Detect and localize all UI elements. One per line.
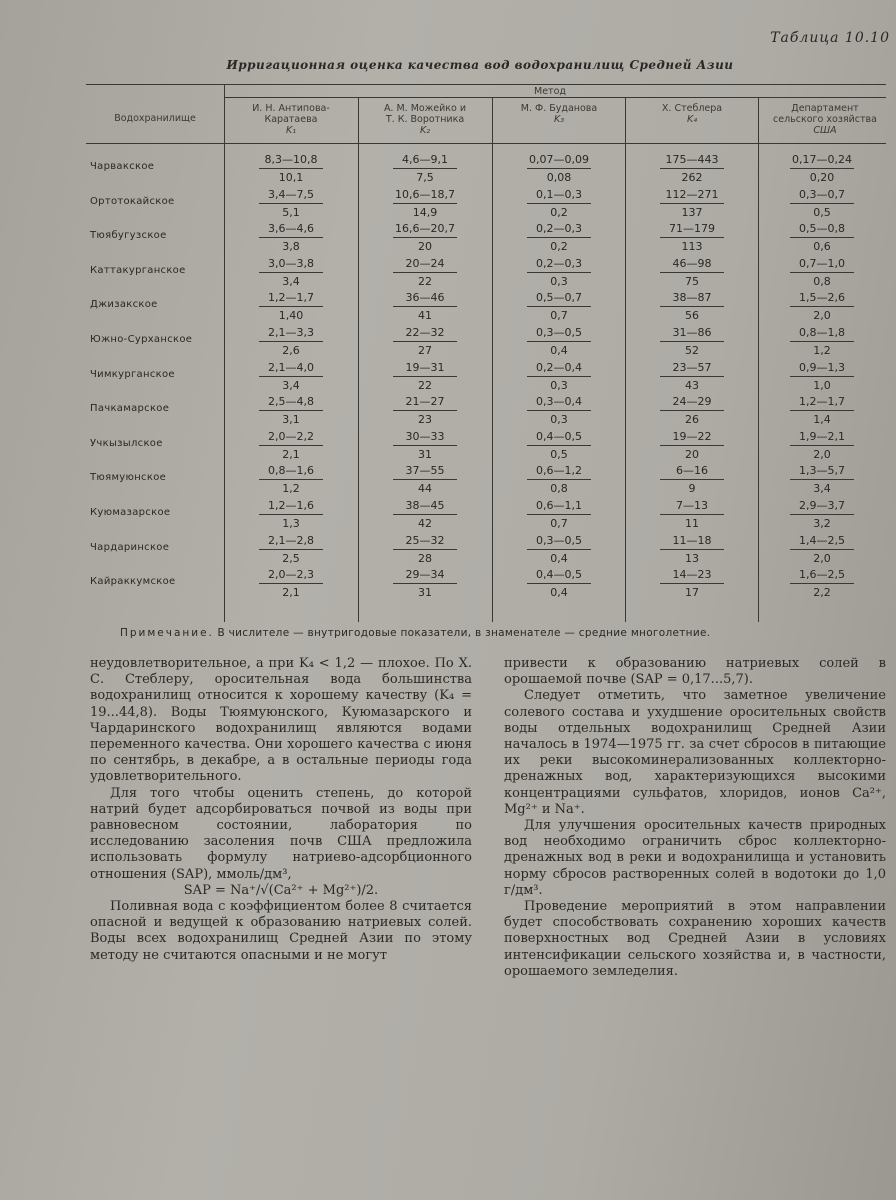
cell-mean: 0,3	[550, 378, 568, 392]
cell-mean: 0,4	[550, 551, 568, 565]
paragraph: привести к образованию натриевых солей в орошаемой почве (SAP = 0,17...5,7).	[504, 656, 886, 688]
table-cell	[509, 534, 609, 565]
cell-mean: 0,2	[550, 240, 568, 254]
cell-mean: 3,8	[282, 240, 300, 254]
header-method-k: K₁	[285, 125, 297, 136]
table-cell	[241, 395, 341, 426]
header-method-line1: Х. Стеблера	[661, 103, 723, 114]
reservoir-name: Южно-Сурханское	[90, 334, 193, 345]
cell-mean: 20	[418, 240, 432, 254]
reservoir-name: Ортотокайское	[90, 195, 175, 207]
paragraph: Для того чтобы оценить степень, до которой натрий будет адсорбироваться почвой из воды при равновесном состоянии, лаборатория по исследованию засоления почв США предложила использовать формулу натриево-адсорбционного отношения (SAP), ммоль/дм³,	[90, 785, 472, 882]
cell-range: 1,3—5,7	[790, 464, 854, 480]
header-reservoir: Водохранилище	[114, 113, 196, 124]
cell-mean: 0,8	[550, 482, 568, 496]
table-cell	[772, 257, 872, 288]
table-cell	[375, 534, 475, 565]
table-cell	[241, 430, 341, 461]
header-method-line1: И. Н. Антипова-	[252, 103, 330, 114]
col-divider-5	[758, 97, 759, 622]
method-rule	[224, 97, 886, 98]
cell-mean: 0,8	[813, 274, 831, 288]
cell-range: 2,0—2,3	[259, 568, 323, 584]
note-title: Примечание.	[120, 627, 214, 639]
paragraph: Поливная вода с коэффициентом более 8 считается опасной и ведущей к образованию натриевых солей. Воды всех водохранилищ Средней Азии по этому методу не считаются опасными и не могут	[90, 899, 472, 963]
left-text-column	[90, 656, 472, 964]
cell-mean: 3,1	[282, 413, 300, 427]
cell-mean: 3,2	[813, 517, 831, 530]
reservoir-name: Тюябугузское	[90, 230, 167, 242]
table-cell	[642, 188, 742, 219]
cell-mean: 22	[418, 378, 432, 392]
cell-mean: 43	[685, 378, 699, 392]
table-cell	[772, 326, 872, 357]
cell-mean: 9	[688, 482, 696, 496]
cell-mean: 28	[418, 551, 432, 565]
reservoir-name: Куюмазарское	[90, 507, 171, 518]
cell-mean: 1,2	[282, 482, 300, 496]
table-cell	[642, 430, 742, 461]
table-cell	[241, 326, 341, 357]
cell-mean: 1,2	[813, 344, 831, 357]
cell-range: 2,5—4,8	[259, 395, 323, 411]
cell-mean: 3,4	[813, 482, 831, 496]
table-title: Ирригационная оценка качества вод водохранилищ Средней Азии	[226, 58, 734, 72]
table-cell	[509, 153, 609, 184]
cell-mean: 56	[685, 309, 699, 323]
table-cell	[241, 153, 341, 184]
table-cell	[241, 257, 341, 288]
paragraph: Следует отметить, что заметное увеличение солевого состава и ухудшение оросительных свойств воды отдельных водохранилищ Средней Азии началось в 1974—1975 гг. за счет сбросов в питающие их реки высокоминерализованных коллекторно-дренажных вод, характеризующихся высокими концентрациями сульфатов, хлоридов, ионов Ca²⁺, Mg²⁺ и Na⁺.	[504, 688, 886, 817]
cell-mean: 26	[685, 413, 699, 427]
header-method-5	[762, 103, 888, 136]
header-method-k: K₄	[686, 114, 698, 125]
table-cell	[772, 188, 872, 219]
note-text: В числителе — внутригодовые показатели, в знаменателе — средние многолетние.	[213, 627, 711, 639]
cell-range: 19—31	[393, 361, 457, 377]
cell-range: 2,1—3,3	[259, 326, 323, 342]
table-cell	[509, 222, 609, 253]
cell-range: 6—16	[660, 464, 724, 480]
cell-mean: 0,6	[813, 240, 831, 254]
table-cell	[509, 326, 609, 357]
cell-mean: 2,6	[282, 344, 300, 357]
cell-mean: 23	[418, 413, 432, 427]
cell-range: 112—271	[660, 188, 724, 204]
table-cell	[375, 568, 475, 599]
cell-mean: 14,9	[412, 205, 438, 219]
cell-mean: 22	[418, 274, 432, 288]
cell-range: 71—179	[660, 222, 724, 238]
header-method-3	[496, 103, 622, 125]
header-method-line1: А. М. Можейко и	[383, 103, 467, 114]
header-method-line1: М. Ф. Буданова	[520, 103, 598, 114]
table-cell	[772, 568, 872, 599]
cell-mean: 3,4	[282, 378, 300, 392]
cell-range: 0,17—0,24	[790, 153, 854, 169]
table-cell	[509, 430, 609, 461]
header-method-line2: сельского хозяйства	[773, 114, 877, 125]
paragraph: Проведение мероприятий в этом направлении будет способствовать сохранению хороших качеств поверхностных вод Средней Азии в условиях интенсификации сельского хозяйства и, в частности, орошаемого земледелия.	[504, 899, 886, 979]
table-cell	[772, 361, 872, 392]
col-divider-4	[625, 97, 626, 622]
cell-mean: 5,1	[282, 205, 300, 219]
cell-mean: 0,3	[550, 274, 568, 288]
table-cell	[375, 395, 475, 426]
reservoir-name: Каттакурганское	[90, 264, 186, 276]
cell-range: 4,6—9,1	[393, 153, 457, 169]
cell-mean: 0,4	[550, 586, 568, 600]
cell-range: 7—13	[660, 499, 724, 515]
cell-range: 0,3—0,5	[527, 326, 591, 342]
cell-range: 2,9—3,7	[790, 499, 854, 515]
cell-range: 0,2—0,4	[527, 361, 591, 377]
cell-mean: 2,0	[813, 551, 831, 565]
paragraph: неудовлетворительное, а при K₄ < 1,2 — плохое. По Х. С. Стеблеру, оросительная вода большинства водохранилищ относится к хорошему качеству (K₄ = 19...44,8). Воды Тюямуюнского, Куюмазарского и Чардаринского водохранилищ являются водами переменного качества. Они хорошего качества с июня по сентябрь, в декабре, а в остальные периоды года удовлетворительного.	[90, 656, 472, 785]
cell-range: 3,6—4,6	[259, 222, 323, 238]
table-cell	[241, 361, 341, 392]
table-cell	[509, 499, 609, 530]
cell-range: 2,1—4,0	[259, 361, 323, 377]
cell-range: 38—87	[660, 291, 724, 307]
header-method: Метод	[534, 86, 566, 97]
cell-mean: 0,5	[813, 205, 831, 219]
table-cell	[509, 568, 609, 599]
cell-range: 0,4—0,5	[527, 568, 591, 584]
cell-mean: 2,5	[282, 551, 300, 565]
cell-range: 0,4—0,5	[527, 430, 591, 446]
right-text-column	[504, 656, 886, 980]
cell-range: 1,5—2,6	[790, 291, 854, 307]
cell-range: 0,5—0,7	[527, 291, 591, 307]
cell-range: 25—32	[393, 534, 457, 550]
reservoir-name: Чардаринское	[90, 541, 170, 553]
cell-range: 2,0—2,2	[259, 430, 323, 446]
table-cell	[241, 222, 341, 253]
table-cell	[642, 499, 742, 530]
table-cell	[642, 534, 742, 565]
table-cell	[241, 291, 341, 322]
table-cell	[772, 395, 872, 426]
table-cell	[642, 153, 742, 184]
table-cell	[772, 464, 872, 495]
cell-range: 10,6—18,7	[393, 188, 457, 204]
cell-range: 0,2—0,3	[527, 222, 591, 238]
cell-mean: 52	[685, 344, 699, 357]
cell-range: 23—57	[660, 361, 724, 377]
cell-range: 30—33	[393, 430, 457, 446]
header-method-k: K₃	[553, 114, 565, 125]
cell-range: 0,3—0,4	[527, 395, 591, 411]
table-label: Таблица 10.10	[770, 30, 890, 46]
reservoir-name: Кайраккумское	[90, 576, 176, 588]
cell-range: 31—86	[660, 326, 724, 342]
cell-range: 1,9—2,1	[790, 430, 854, 446]
cell-mean: 2,0	[813, 447, 831, 461]
table-cell	[642, 395, 742, 426]
table-cell	[642, 257, 742, 288]
reservoir-name: Джизакское	[90, 299, 158, 311]
cell-range: 21—27	[393, 395, 457, 411]
table-cell	[375, 499, 475, 530]
cell-mean: 27	[418, 344, 432, 357]
cell-range: 0,6—1,2	[527, 464, 591, 480]
cell-range: 0,6—1,1	[527, 499, 591, 515]
table-cell	[642, 291, 742, 322]
header-method-1	[228, 103, 354, 136]
table-cell	[772, 499, 872, 530]
cell-mean: 31	[418, 586, 432, 600]
cell-range: 20—24	[393, 257, 457, 273]
table-cell	[642, 326, 742, 357]
cell-range: 24—29	[660, 395, 724, 411]
cell-range: 29—34	[393, 568, 457, 584]
table-cell	[375, 430, 475, 461]
table-cell	[241, 188, 341, 219]
cell-range: 46—98	[660, 257, 724, 273]
cell-mean: 2,2	[813, 586, 831, 600]
col-divider-3	[492, 97, 493, 622]
table-cell	[642, 568, 742, 599]
table-cell	[375, 188, 475, 219]
cell-mean: 42	[418, 517, 432, 530]
cell-range: 38—45	[393, 499, 457, 515]
header-method-k: K₂	[419, 125, 431, 136]
cell-range: 3,0—3,8	[259, 257, 323, 273]
header-method-line1: Департамент	[791, 103, 859, 114]
table-cell	[509, 395, 609, 426]
header-bottom-rule	[86, 143, 886, 144]
cell-mean: 1,3	[282, 517, 300, 530]
cell-mean: 262	[681, 171, 703, 184]
cell-range: 8,3—10,8	[259, 153, 323, 169]
table-cell	[509, 464, 609, 495]
table-cell	[509, 291, 609, 322]
cell-range: 0,7—1,0	[790, 257, 854, 273]
col-divider-2	[358, 97, 359, 622]
cell-mean: 10,1	[278, 171, 304, 184]
cell-mean: 3,4	[282, 274, 300, 288]
table-cell	[241, 534, 341, 565]
cell-mean: 0,2	[550, 205, 568, 219]
table-cell	[375, 464, 475, 495]
cell-range: 36—46	[393, 291, 457, 307]
header-method-2	[362, 103, 488, 136]
cell-mean: 11	[685, 517, 699, 530]
cell-mean: 1,4	[813, 413, 831, 427]
cell-range: 0,07—0,09	[527, 153, 591, 169]
table-cell	[772, 291, 872, 322]
reservoir-name: Пачкамарское	[90, 403, 170, 415]
cell-range: 1,4—2,5	[790, 534, 854, 550]
cell-mean: 0,7	[550, 517, 568, 530]
cell-range: 1,2—1,6	[259, 499, 323, 515]
cell-range: 0,3—0,5	[527, 534, 591, 550]
cell-range: 19—22	[660, 430, 724, 446]
reservoir-name: Чимкурганское	[90, 368, 175, 380]
table-top-rule	[86, 84, 886, 85]
table-cell	[375, 257, 475, 288]
reservoir-name: Учкызылское	[90, 437, 163, 449]
cell-mean: 2,0	[813, 309, 831, 323]
table-cell	[772, 430, 872, 461]
cell-range: 16,6—20,7	[393, 222, 457, 238]
cell-range: 3,4—7,5	[259, 188, 323, 204]
cell-range: 22—32	[393, 326, 457, 342]
table-cell	[642, 464, 742, 495]
cell-mean: 113	[681, 240, 703, 254]
paragraph: Для улучшения оросительных качеств природных вод необходимо ограничить сброс коллекторно-дренажных вод в реки и водохранилища и установить норму сбросов растворенных солей в водотоки до 1,0 г/дм³.	[504, 818, 886, 898]
cell-range: 0,2—0,3	[527, 257, 591, 273]
cell-mean: 2,1	[282, 447, 300, 461]
header-method-k: США	[813, 125, 837, 136]
cell-mean: 0,20	[809, 171, 835, 184]
table-cell	[509, 188, 609, 219]
cell-mean: 0,7	[550, 309, 568, 323]
table-cell	[375, 326, 475, 357]
table-cell	[375, 222, 475, 253]
table-cell	[241, 464, 341, 495]
reservoir-name: Чарвакское	[90, 161, 155, 172]
cell-range: 2,1—2,8	[259, 534, 323, 550]
cell-mean: 0,4	[550, 344, 568, 357]
cell-range: 0,8—1,8	[790, 326, 854, 342]
cell-range: 0,5—0,8	[790, 222, 854, 238]
cell-mean: 0,3	[550, 413, 568, 427]
col-divider-1	[224, 84, 225, 622]
cell-mean: 7,5	[416, 171, 434, 184]
reservoir-name: Тюямуюнское	[90, 472, 167, 484]
table-cell	[772, 534, 872, 565]
cell-range: 0,8—1,6	[259, 464, 323, 480]
table-cell	[772, 222, 872, 253]
cell-range: 37—55	[393, 464, 457, 480]
table-cell	[375, 361, 475, 392]
table-cell	[375, 153, 475, 184]
cell-range: 0,3—0,7	[790, 188, 854, 204]
cell-mean: 0,08	[546, 171, 572, 184]
cell-range: 1,6—2,5	[790, 568, 854, 584]
cell-range: 175—443	[660, 153, 724, 169]
header-method-line2: Каратаева	[264, 114, 318, 125]
cell-mean: 137	[681, 205, 703, 219]
cell-range: 1,2—1,7	[259, 291, 323, 307]
table-cell	[241, 499, 341, 530]
cell-mean: 75	[685, 274, 699, 288]
cell-range: 14—23	[660, 568, 724, 584]
table-cell	[772, 153, 872, 184]
cell-range: 11—18	[660, 534, 724, 550]
cell-mean: 17	[685, 586, 699, 600]
cell-range: 0,9—1,3	[790, 361, 854, 377]
cell-mean: 41	[418, 309, 432, 323]
table-cell	[642, 361, 742, 392]
cell-mean: 20	[685, 447, 699, 461]
header-method-line2: Т. К. Воротника	[385, 114, 465, 125]
table-cell	[375, 291, 475, 322]
cell-mean: 0,5	[550, 447, 568, 461]
table-cell	[642, 222, 742, 253]
cell-mean: 1,40	[278, 309, 304, 323]
header-method-4	[629, 103, 755, 125]
cell-mean: 13	[685, 551, 699, 565]
cell-mean: 44	[418, 482, 432, 496]
cell-mean: 1,0	[813, 378, 831, 392]
sap-formula: SAP = Na⁺/√(Ca²⁺ + Mg²⁺)/2.	[183, 882, 379, 898]
cell-mean: 31	[418, 447, 432, 461]
cell-range: 1,2—1,7	[790, 395, 854, 411]
table-cell	[509, 361, 609, 392]
table-note	[120, 627, 710, 639]
cell-range: 0,1—0,3	[527, 188, 591, 204]
cell-mean: 2,1	[282, 586, 300, 600]
table-cell	[509, 257, 609, 288]
table-cell	[241, 568, 341, 599]
